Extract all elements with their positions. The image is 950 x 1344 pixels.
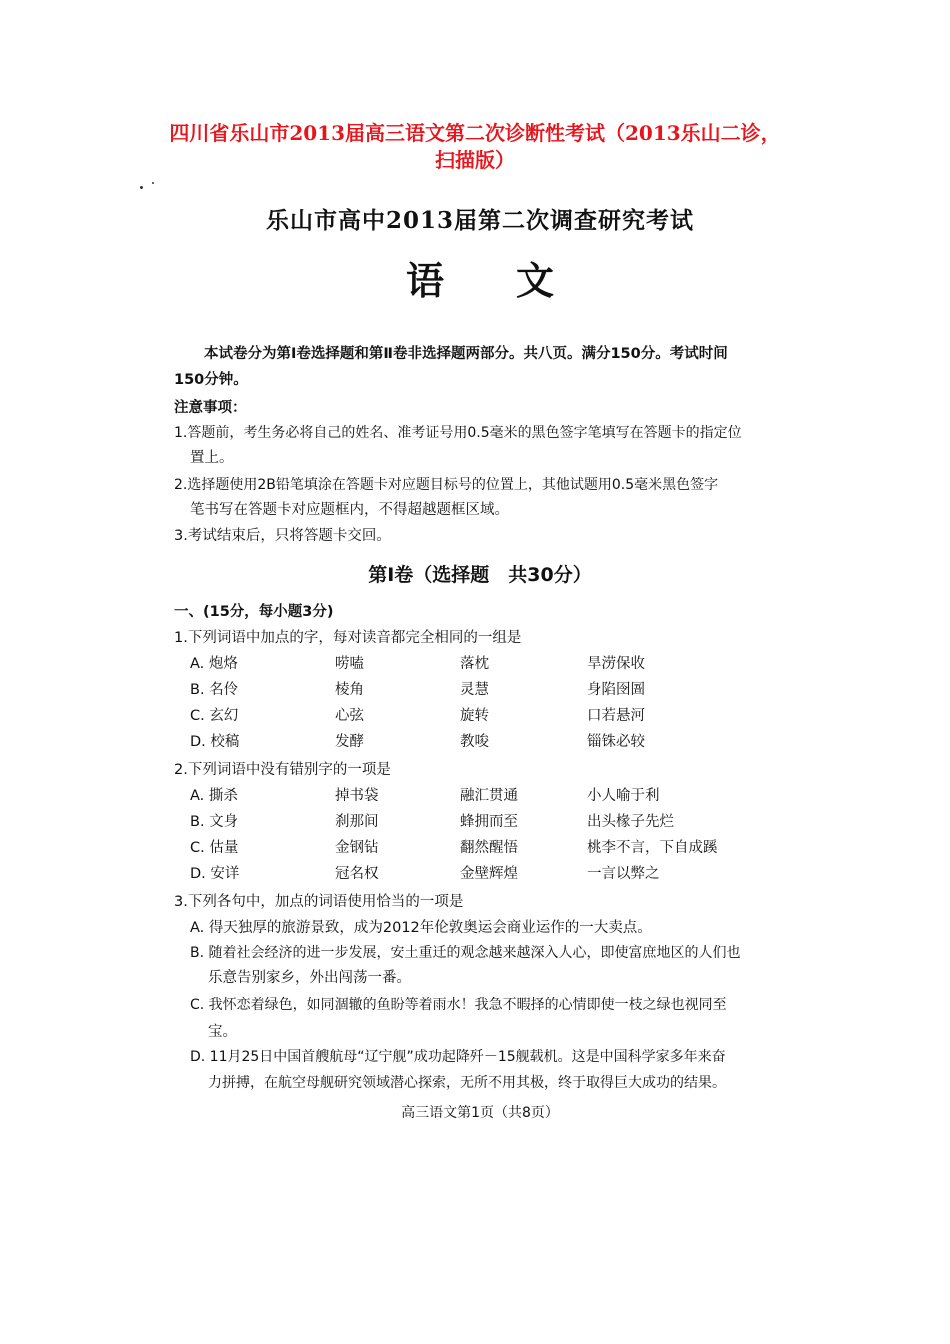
q1-option: 身陷囹圄 bbox=[587, 682, 645, 698]
q1-option: 旱涝保收 bbox=[587, 656, 645, 672]
q1-option: 口若悬河 bbox=[587, 708, 645, 724]
scanned-exam-page bbox=[152, 180, 808, 1140]
q2-option: 冠名权 bbox=[335, 866, 379, 882]
exam-header: 乐山市高中2013届第二次调查研究考试 bbox=[265, 207, 694, 234]
q3-option-b-line-2: 乐意告别家乡，外出闯荡一番。 bbox=[208, 970, 411, 986]
q1-option: B. 名伶 bbox=[190, 682, 239, 698]
q2-option: 出头椽子先烂 bbox=[587, 814, 674, 830]
q2-option: 融汇贯通 bbox=[460, 788, 518, 804]
note-3: 3.考试结束后，只将答题卡交回。 bbox=[174, 528, 391, 544]
q3-option-d-line-1: D. 11月25日中国首艘航母“辽宁舰”成功起降歼－15舰载机。这是中国科学家多年来奋 bbox=[190, 1049, 726, 1065]
q2-option: 刹那间 bbox=[335, 814, 379, 830]
q2-option: D. 安详 bbox=[190, 866, 240, 882]
q1-option: 棱角 bbox=[335, 682, 364, 698]
q1-option: 锱铢必较 bbox=[587, 734, 645, 750]
q2-stem: 2.下列词语中没有错别字的一项是 bbox=[174, 762, 391, 778]
q1-stem: 1.下列词语中加点的字，每对读音都完全相同的一组是 bbox=[174, 630, 522, 646]
q3-option-b-line-1: B. 随着社会经济的进一步发展，安土重迁的观念越来越深入人心，即使富庶地区的人们也 bbox=[190, 945, 741, 961]
q1-option: 落枕 bbox=[460, 656, 489, 672]
exam-subject: 语文 bbox=[405, 258, 626, 303]
q2-option: 金钢钻 bbox=[335, 840, 379, 856]
q1-option: 发酵 bbox=[335, 734, 364, 750]
q1-option: 旋转 bbox=[460, 708, 489, 724]
q2-option: 掉书袋 bbox=[335, 788, 379, 804]
red-title-line-1: 四川省乐山市2013届高三语文第二次诊断性考试（2013乐山二诊， bbox=[169, 121, 781, 145]
q2-option: 一言以弊之 bbox=[587, 866, 660, 882]
intro-line-2: 150分钟。 bbox=[174, 372, 248, 388]
q2-option: 翻然醒悟 bbox=[460, 840, 518, 856]
scan-speck bbox=[140, 186, 143, 189]
note-1-line-2: 置上。 bbox=[190, 450, 234, 466]
page-footer: 高三语文第1页（共8页） bbox=[401, 1105, 559, 1121]
q3-stem: 3.下列各句中，加点的词语使用恰当的一项是 bbox=[174, 894, 464, 910]
q1-option: 唠嗑 bbox=[335, 656, 364, 672]
q2-option: C. 估量 bbox=[190, 840, 239, 856]
q2-option: 小人喻于利 bbox=[587, 788, 660, 804]
q1-option: A. 炮烙 bbox=[190, 656, 238, 672]
q1-option: 心弦 bbox=[335, 708, 364, 724]
q2-option: 蜂拥而至 bbox=[460, 814, 518, 830]
note-1-line-1: 1.答题前，考生务必将自己的姓名、准考证号用0.5毫米的黑色签字笔填写在答题卡的指定位 bbox=[174, 425, 742, 441]
intro-line-1: 本试卷分为第Ⅰ卷选择题和第Ⅱ卷非选择题两部分。共八页。满分150分。考试时间 bbox=[204, 346, 728, 362]
q2-option: 桃李不言，下自成蹊 bbox=[587, 840, 718, 856]
q2-option: A. 撕杀 bbox=[190, 788, 238, 804]
q3-option-c-line-2: 宝。 bbox=[208, 1024, 237, 1040]
q2-option: 金壁辉煌 bbox=[460, 866, 518, 882]
scan-speck bbox=[152, 182, 154, 184]
note-2-line-1: 2.选择题使用2B铅笔填涂在答题卡对应题目标号的位置上，其他试题用0.5毫米黑色签字 bbox=[174, 477, 719, 493]
q1-option: C. 玄幻 bbox=[190, 708, 239, 724]
note-2-line-2: 笔书写在答题卡对应题框内，不得超越题框区域。 bbox=[190, 502, 509, 518]
q1-option: 灵慧 bbox=[460, 682, 489, 698]
q3-option-d-line-2: 力拼搏，在航空母舰研究领域潜心探索，无所不用其极，终于取得巨大成功的结果。 bbox=[208, 1075, 726, 1091]
red-title-line-2: 扫描版） bbox=[435, 148, 515, 172]
q1-option: 教唆 bbox=[460, 734, 489, 750]
q2-option: B. 文身 bbox=[190, 814, 239, 830]
q3-option-c-line-1: C. 我怀恋着绿色，如同涸辙的鱼盼等着雨水！我急不暇择的心情即使一枝之绿也视同至 bbox=[190, 997, 727, 1013]
document-red-title bbox=[0, 120, 950, 174]
section-title: 第Ⅰ卷（选择题 共30分） bbox=[368, 564, 592, 586]
q3-option-a: A. 得天独厚的旅游景致，成为2012年伦敦奥运会商业运作的一大卖点。 bbox=[190, 920, 652, 936]
q1-option: D. 校稿 bbox=[190, 734, 240, 750]
part-one-heading: 一、(15分，每小题3分) bbox=[174, 604, 334, 620]
notes-heading: 注意事项： bbox=[174, 400, 247, 416]
